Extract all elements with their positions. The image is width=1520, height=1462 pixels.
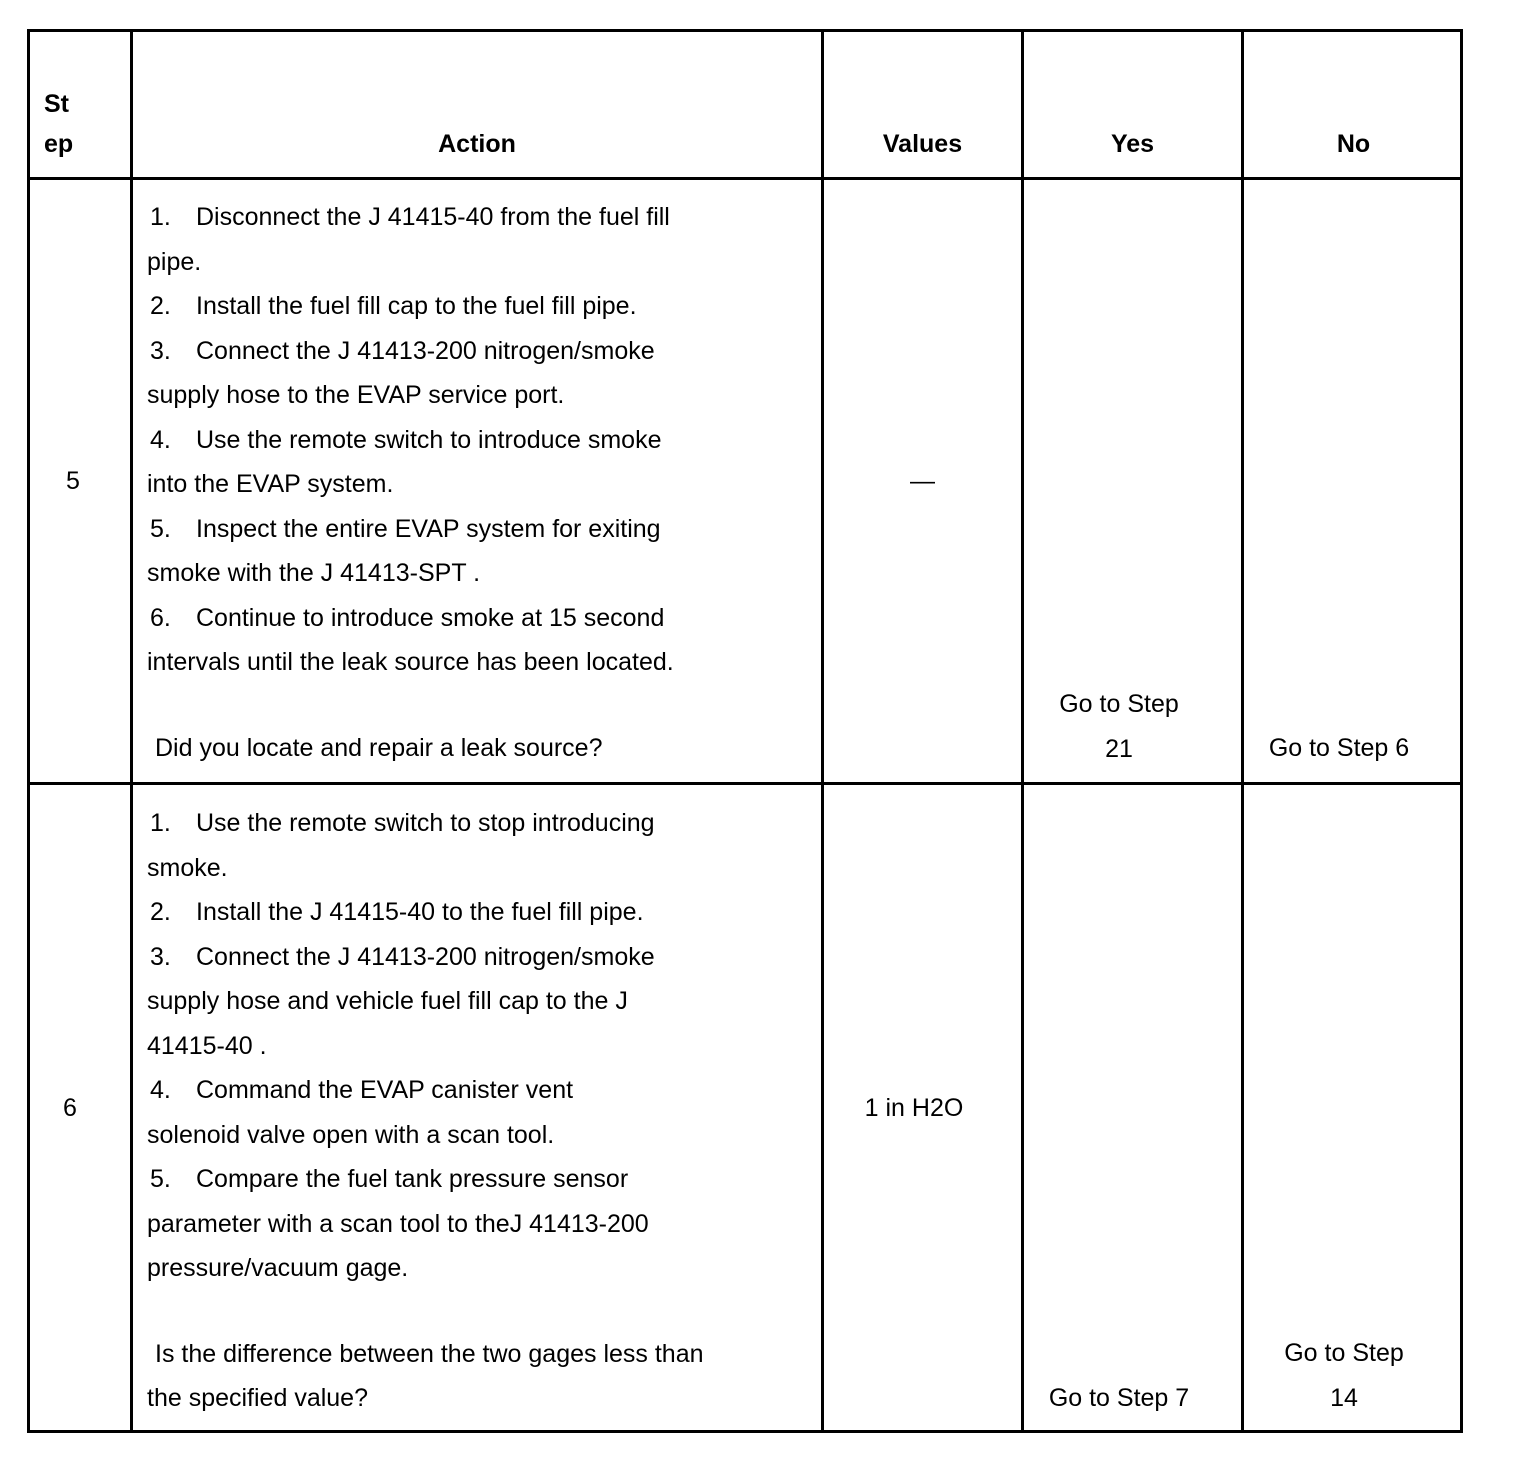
list-item: 1. Disconnect the J 41415-40 from the fuel fill [150,203,670,231]
row-divider [30,782,1460,785]
list-item-cont: parameter with a scan tool to theJ 41413-200 [147,1209,649,1238]
list-item-cont: intervals until the leak source has been located. [147,648,674,676]
value-cell: — [910,467,935,495]
list-item-cont: supply hose and vehicle fuel fill cap to the J [147,987,628,1015]
no-cell: Go to Step 14 [1284,1339,1404,1412]
header-step: St ep [44,90,74,158]
list-item-cont: pipe. [147,247,202,276]
list-item-cont: into the EVAP system. [147,470,394,498]
row-divider [30,177,1460,180]
list-item-cont: solenoid valve open with a scan tool. [147,1120,555,1149]
header-values: Values [882,130,963,158]
procedure-table [27,29,1463,1433]
list-item-cont: pressure/vacuum gage. [147,1254,409,1282]
list-item: 6. Continue to introduce smoke at 15 second [150,603,665,632]
list-item-cont: 41415-40 . [147,1031,267,1060]
step-number: 5 [66,467,80,495]
list-item: 5. Compare the fuel tank pressure sensor [150,1165,629,1193]
header-action: Action [438,130,516,158]
action-cell [147,801,817,1421]
list-item-cont: smoke. [147,853,228,882]
no-cell: Go to Step 6 [1268,734,1410,762]
yes-cell: Go to Step 21 [1059,690,1179,763]
header-yes: Yes [1110,130,1155,158]
question-text-cont: the specified value? [147,1384,368,1412]
list-item-cont: smoke with the J 41413-SPT . [147,559,481,587]
question-text: Did you locate and repair a leak source? [155,733,603,762]
list-item: 2. Install the fuel fill cap to the fuel fill pipe. [150,292,637,320]
yes-cell: Go to Step 7 [1048,1384,1190,1412]
list-item: 2. Install the J 41415-40 to the fuel fill pipe. [150,898,644,926]
action-cell [147,195,817,770]
list-item: 4. Command the EVAP canister vent [150,1076,574,1104]
list-item: 3. Connect the J 41413-200 nitrogen/smoke [150,336,655,365]
step-number: 6 [63,1094,77,1122]
list-item: 4. Use the remote switch to introduce smoke [150,425,662,454]
value-cell: 1 in H2O [864,1094,964,1122]
list-item: 3. Connect the J 41413-200 nitrogen/smoke [150,942,655,971]
header-no: No [1336,130,1371,158]
column-divider [821,32,824,1430]
column-divider [130,32,133,1430]
question-text: Is the difference between the two gages less than [155,1339,704,1368]
list-item: 5. Inspect the entire EVAP system for exiting [150,514,661,543]
list-item-cont: supply hose to the EVAP service port. [147,381,565,409]
list-item: 1. Use the remote switch to stop introducing [150,809,655,837]
